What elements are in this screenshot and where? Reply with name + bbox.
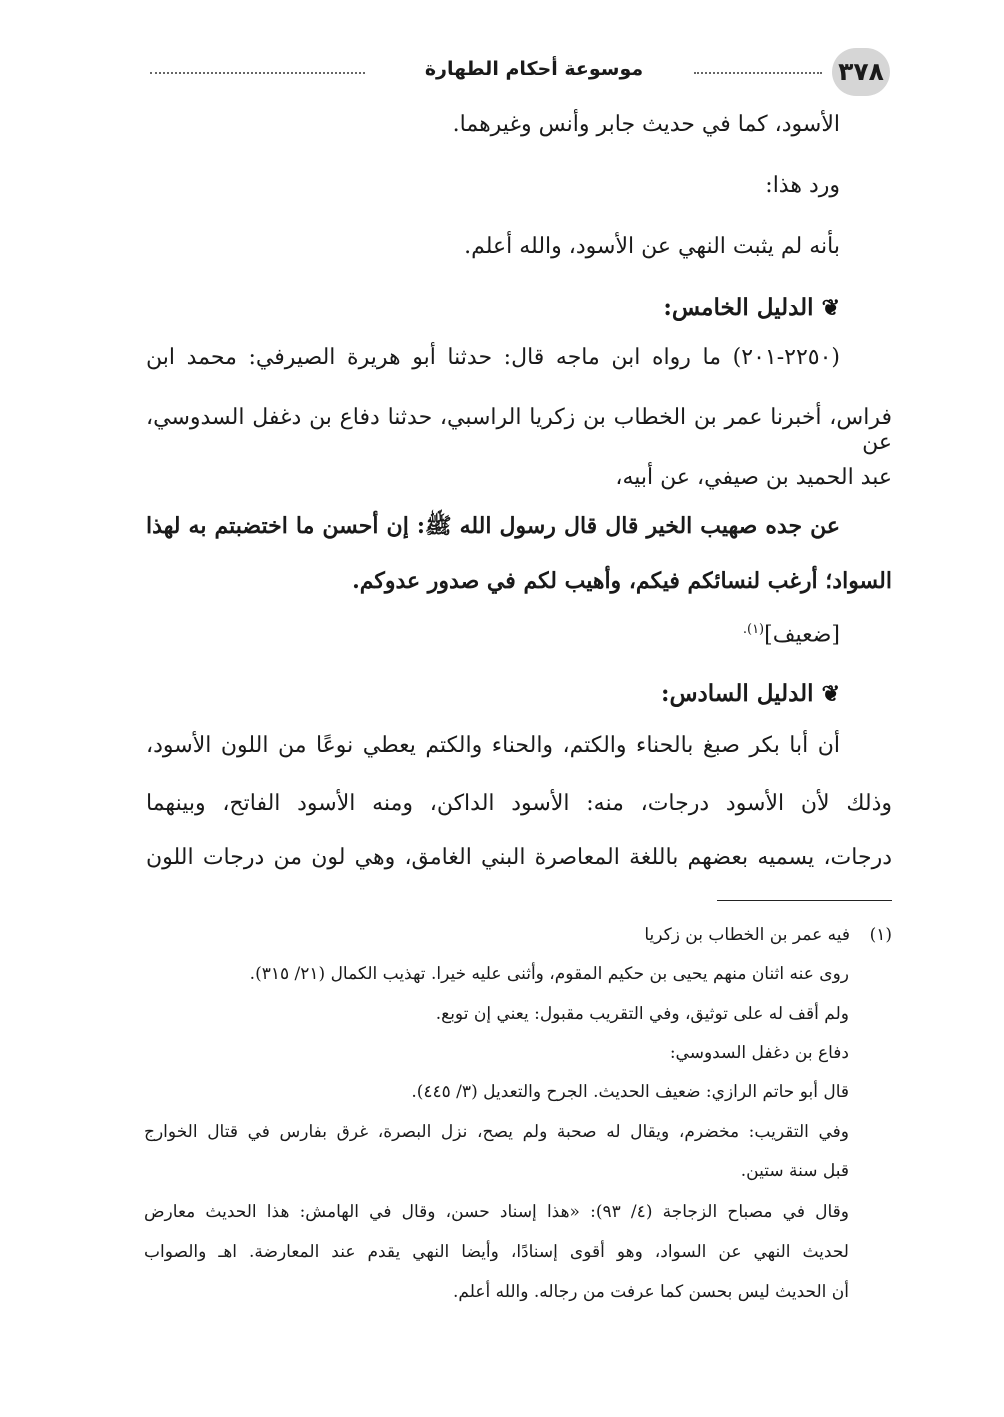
body-line: الأسود، كما في حديث جابر وأنس وغيرهما. [452, 112, 840, 137]
page-number: ٣٧٨ [832, 48, 890, 96]
header-dotted-rule-right [694, 72, 822, 74]
footnote-line: لحديث النهي عن السواد، وهو أقوى إسنادًا، وأيضا النهي يقدم عند المعارضة. اهـ والصواب [144, 1242, 849, 1262]
leaf-bullet-icon: ❦ [821, 295, 840, 321]
hadith-text-line: عن جده صهيب الخير قال قال رسول الله ﷺ: إن أحسن ما اختضبتم به لهذا [146, 513, 840, 539]
footnote-line: وفي التقريب: مخضرم، ويقال له صحبة ولم يصح، نزل البصرة، غرق بفارس في قتال الخوارج [144, 1122, 849, 1142]
footnote-number: (١) [869, 925, 892, 945]
running-header [150, 48, 890, 98]
body-line: درجات، يسميه بعضهم باللغة المعاصرة البني الغامق، وهي لون من درجات اللون [146, 845, 892, 870]
hadith-text-line: السواد؛ أرغب لنسائكم فيكم، وأهيب لكم في صدور عدوكم. [352, 568, 892, 594]
footnote-line: أن الحديث ليس بحسن كما عرفت من رجاله. والله أعلم. [452, 1282, 849, 1302]
leaf-bullet-icon: ❦ [821, 681, 840, 707]
heading-text: الدليل الخامس: [663, 294, 814, 321]
footnote-line: دفاع بن دغفل السدوسي: [669, 1043, 849, 1063]
grade-text: [ضعيف] [764, 622, 840, 648]
narration-line: (٢٢٥٠-٢٠١) ما رواه ابن ماجه قال: حدثنا أبو هريرة الصيرفي: محمد ابن [146, 345, 840, 370]
body-line: ورد هذا: [765, 173, 840, 198]
footnote-line [644, 925, 892, 945]
footnote-line: وقال في مصباح الزجاجة (٤/ ٩٣): «هذا إسناد حسن، وقال في الهامش: هذا الحديث معارض [144, 1202, 849, 1222]
hadith-grade [146, 622, 840, 647]
section-heading-6 [146, 680, 840, 707]
footnote-separator [717, 900, 892, 901]
header-dotted-rule-left [150, 72, 365, 74]
footnote-text: فيه عمر بن الخطاب بن زكريا [644, 925, 850, 945]
body-line: بأنه لم يثبت النهي عن الأسود، والله أعلم. [464, 234, 840, 259]
heading-text: الدليل السادس: [660, 680, 814, 707]
body-line: وذلك لأن الأسود درجات، منه: الأسود الداكن، ومنه الأسود الفاتح، وبينهما [146, 791, 892, 816]
footnote-line: ولم أقف له على توثيق، وفي التقريب مقبول: يعني إن توبع. [435, 1004, 849, 1024]
footnote-ref: (١). [742, 622, 765, 637]
body-line: أن أبا بكر صبغ بالحناء والكتم، والحناء والكتم يعطي نوعًا من اللون الأسود، [146, 733, 840, 758]
narration-line: عبد الحميد بن صيفي، عن أبيه، [615, 465, 892, 490]
section-heading-5 [146, 294, 840, 321]
narration-line: فراس، أخبرنا عمر بن الخطاب بن زكريا الراسبي، حدثنا دفاع بن دغفل السدوسي، عن [146, 405, 892, 455]
book-title: موسوعة أحكام الطهارة [424, 58, 644, 80]
footnote-line: قال أبو حاتم الرازي: ضعيف الحديث. الجرح والتعديل (٣/ ٤٤٥). [411, 1082, 849, 1102]
footnote-line: روى عنه اثنان منهم يحيى بن حكيم المقوم، وأثنى عليه خيرا. تهذيب الكمال (٢١/ ٣١٥). [249, 964, 849, 984]
footnote-line: قبل سنة ستين. [740, 1161, 849, 1181]
